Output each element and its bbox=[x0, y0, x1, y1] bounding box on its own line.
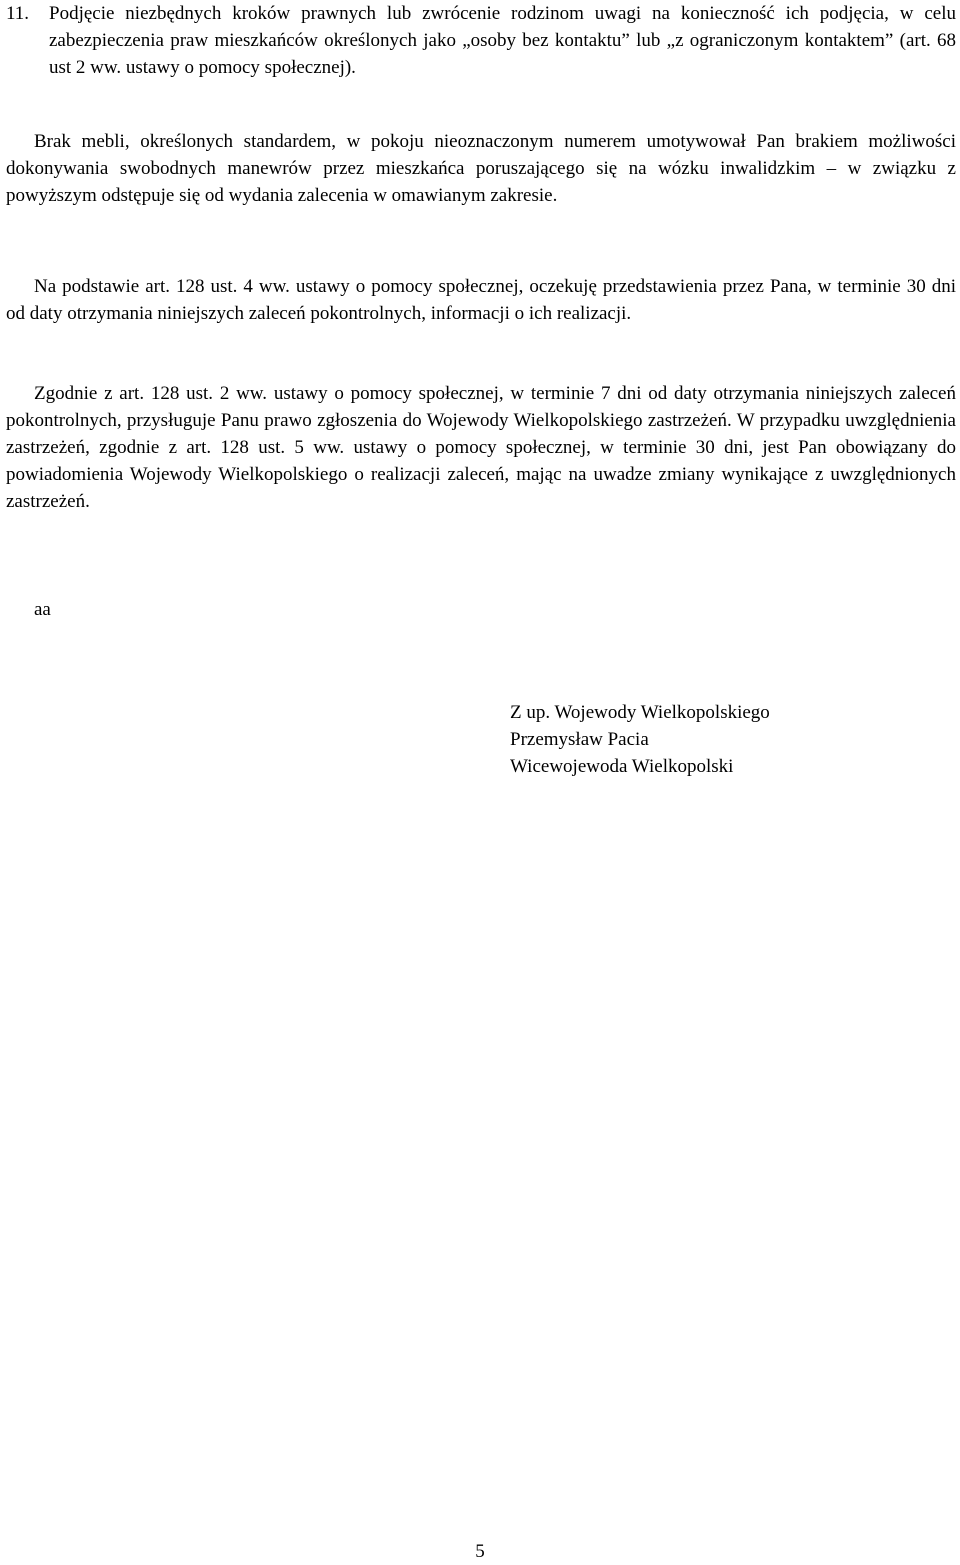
list-item-11 bbox=[6, 0, 956, 81]
initials-marker: aa bbox=[34, 599, 51, 620]
signature-line-name: Przemysław Pacia bbox=[510, 729, 649, 750]
page-number: 5 bbox=[475, 1541, 485, 1562]
signature-block bbox=[510, 699, 930, 780]
paragraph-objections: Zgodnie z art. 128 ust. 2 ww. ustawy o pomocy społecznej, w terminie 7 dni od daty otrzymania niniejszych zaleceń pokontrolnych, przysługuje Panu prawo zgłoszenia do Wojewody Wielkopolskiego zastrzeżeń. W przypadku uwzględnienia zastrzeżeń, zgodnie z art. 128 ust. 5 ww. ustawy o pomocy społecznej, w terminie 30 dni, jest Pan obowiązany do powiadomienia Wojewody Wielkopolskiego o realizacji zaleceń, mając na uwadze zmiany wynikające z uwzględnionych zastrzeżeń. bbox=[6, 383, 956, 512]
list-item-text: Podjęcie niezbędnych kroków prawnych lub zwrócenie rodzinom uwagi na konieczność ich podjęcia, w celu zabezpieczenia praw mieszkańców określonych jako „osoby bez kontaktu” lub „z ograniczonym kontaktem” (art. 68 ust 2 ww. ustawy o pomocy społecznej). bbox=[49, 3, 956, 78]
signature-line-authority: Z up. Wojewody Wielkopolskiego bbox=[510, 702, 770, 723]
paragraph-furniture: Brak mebli, określonych standardem, w pokoju nieoznaczonym numerem umotywował Pan brakiem możliwości dokonywania swobodnych manewrów przez mieszkańca poruszającego się na wózku inwalidzkim – w związku z powyższym odstępuje się od wydania zalecenia w omawianym zakresie. bbox=[6, 131, 956, 206]
signature-line-title: Wicewojewoda Wielkopolski bbox=[510, 756, 734, 777]
list-item-number: 11. bbox=[6, 3, 30, 24]
paragraph-information-request: Na podstawie art. 128 ust. 4 ww. ustawy o pomocy społecznej, oczekuję przedstawienia przez Pana, w terminie 30 dni od daty otrzymania niniejszych zaleceń pokontrolnych, informacji o ich realizacji. bbox=[6, 276, 956, 324]
